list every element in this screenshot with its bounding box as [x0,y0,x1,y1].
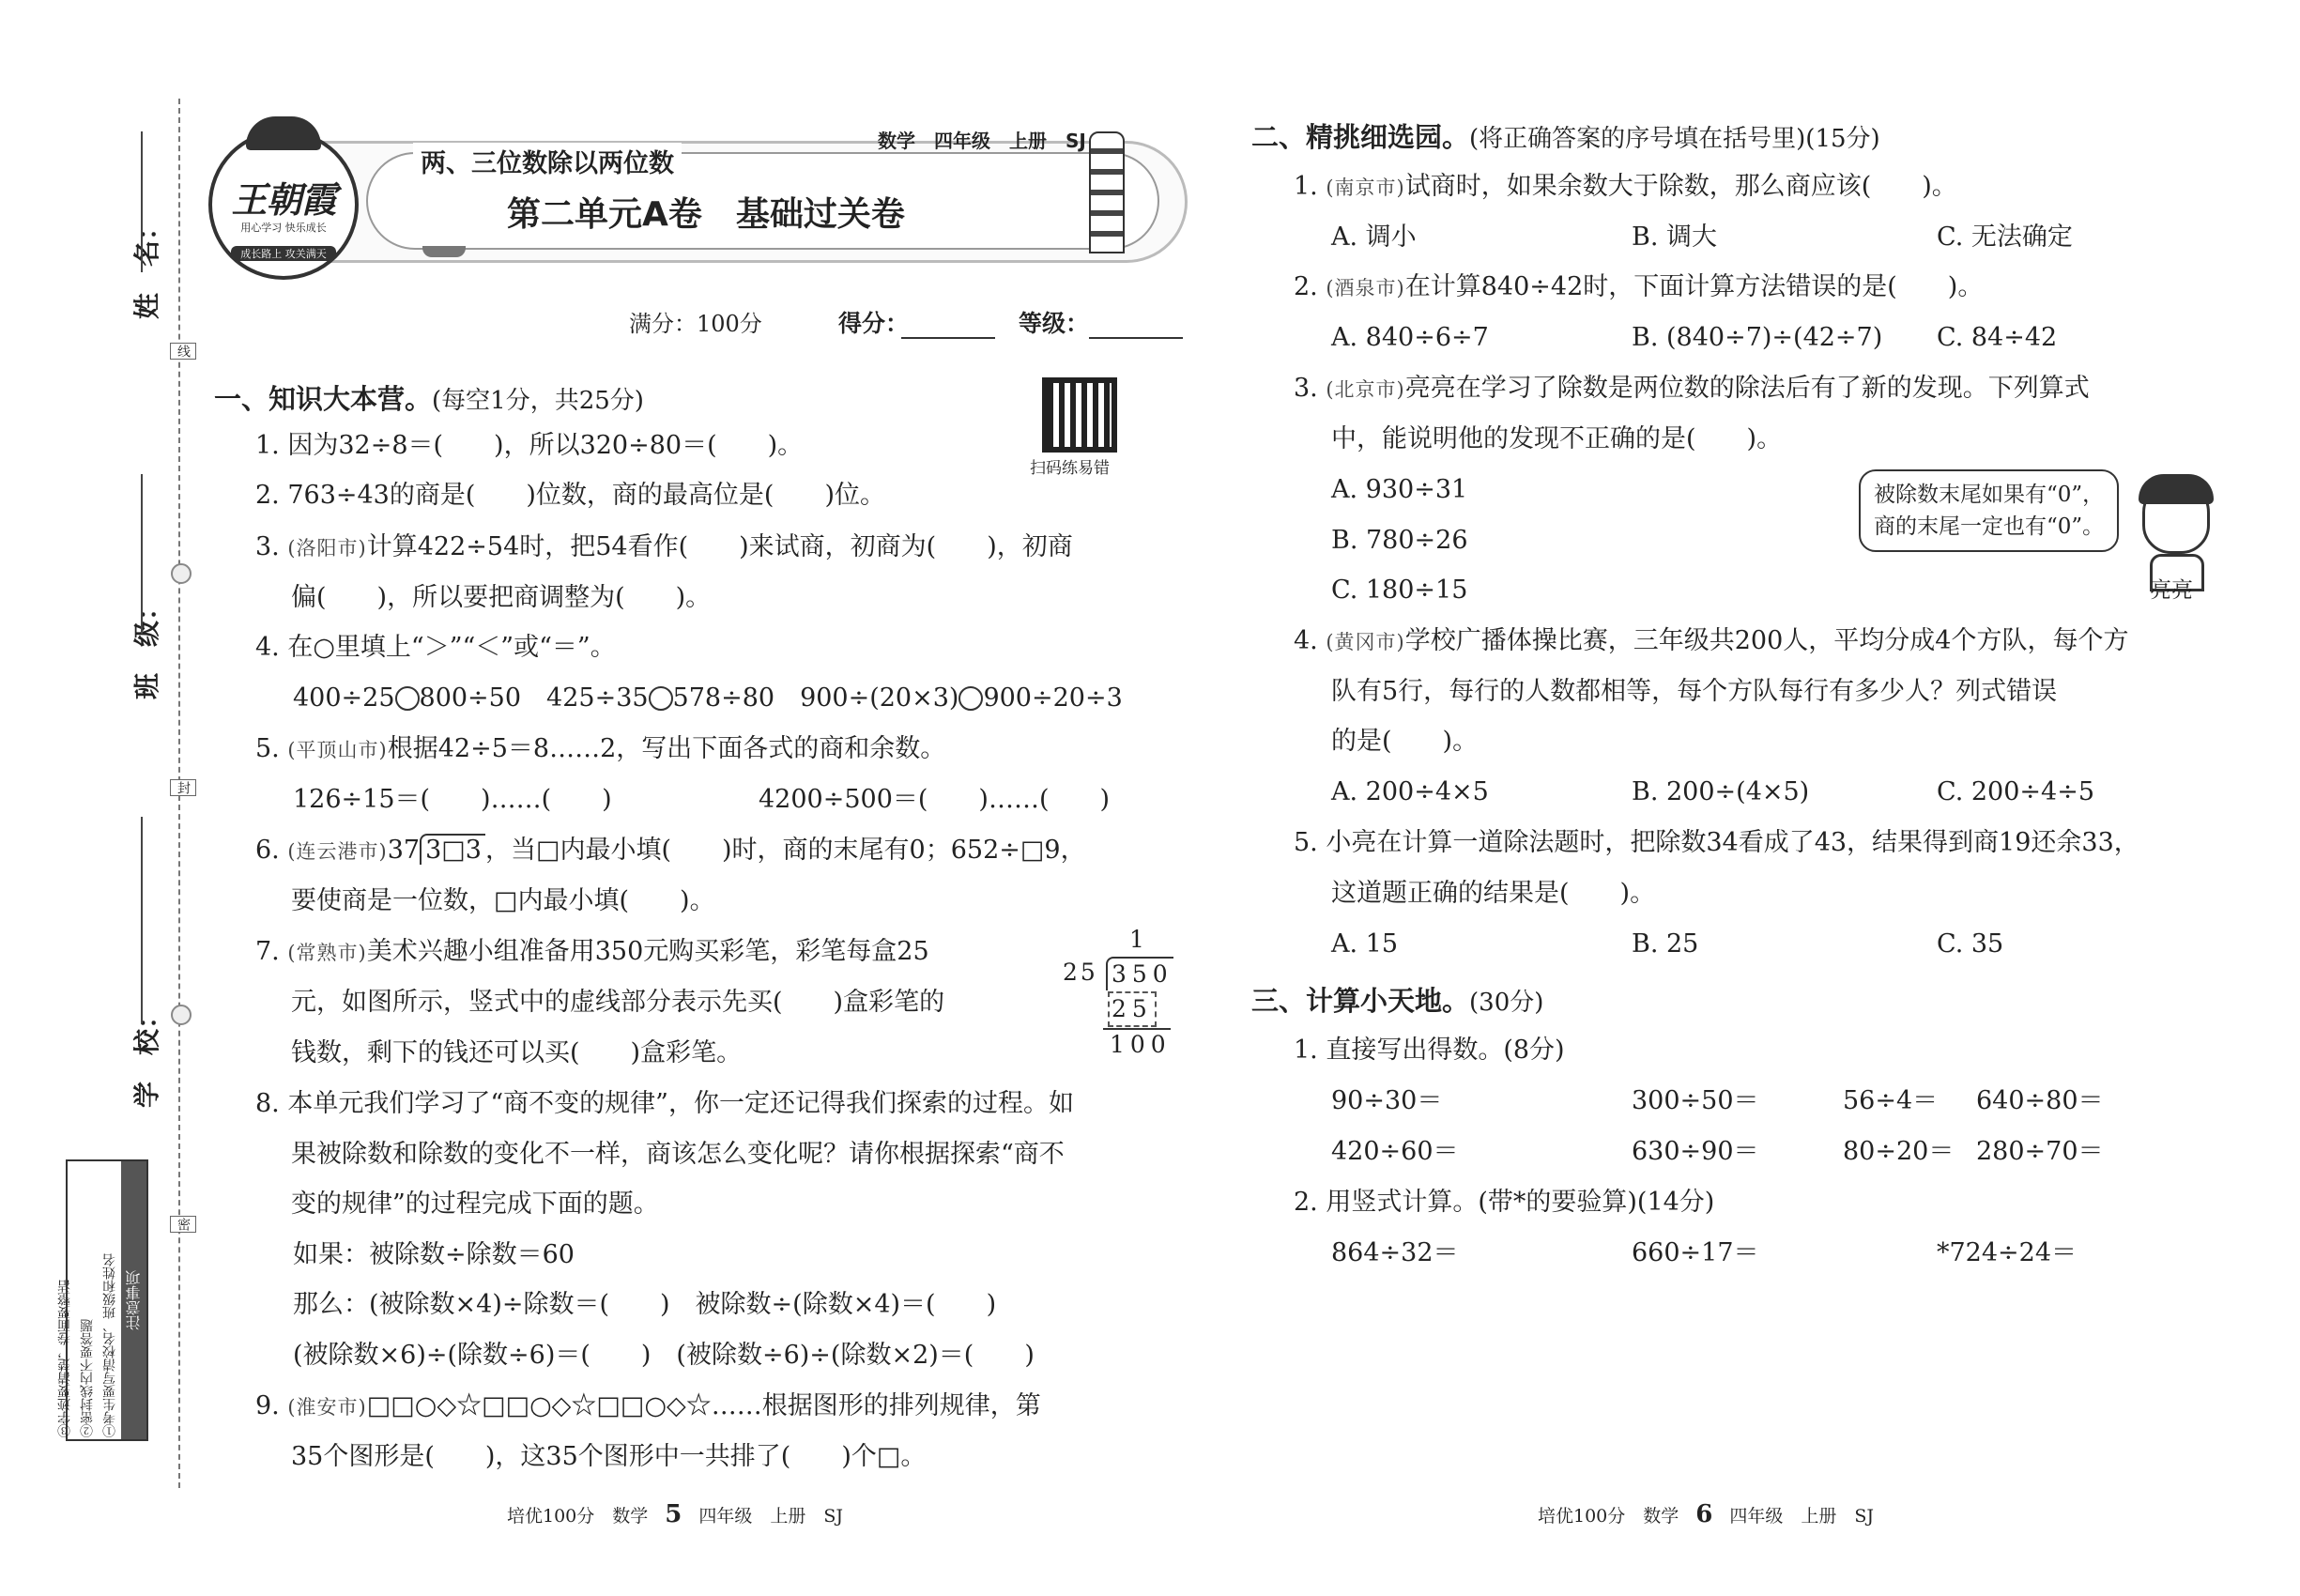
score-field[interactable] [901,337,995,339]
header-subtitle: 两、三位数除以两位数 [413,143,682,179]
s2-q2-b: B. (840÷7)÷(42÷7) [1632,323,1883,352]
class-label: 班 级： [131,593,162,699]
school-label: 学 校： [131,1002,162,1108]
calc-item: 56÷4＝ [1843,1086,1939,1115]
kid-name: 亮亮 [2150,578,2193,603]
ld-divisor: 25 [1063,959,1098,986]
calc-item: 80÷20＝ [1843,1137,1955,1166]
s2-q5b: 这道题正确的结果是( )。 [1331,879,1656,908]
class-line [141,474,143,634]
s2-q3b: 中，能说明他的发现不正确的是( )。 [1331,424,1783,453]
s1-q5-a: 126÷15＝( )……( ) [293,785,612,814]
long-division-bracket: 3□3 [420,834,485,865]
s2-q5-b: B. 25 [1632,929,1699,959]
s2-q5: 5. 小亮在计算一道除法题时，把除数34看成了43，结果得到商19还余33， [1294,828,2139,857]
calc-item: *724÷24＝ [1937,1238,2078,1267]
s2-q4-a: A. 200÷4×5 [1331,777,1489,806]
s2-q1-c: C. 无法确定 [1937,223,2073,252]
s3-p1: 1. 直接写出得数。(8分) [1294,1036,1565,1065]
s2-q4c: 的是( )。 [1331,727,1479,756]
notice-item: ③字迹要清楚，卷面要整洁 [57,1280,72,1437]
calc-item: 660÷17＝ [1632,1238,1759,1267]
header-meta: 数学 四年级 上册 SJ [878,130,1086,152]
s1-q8a: 8. 本单元我们学习了“商不变的规律”，你一定还记得我们探索的过程。如 [255,1089,1074,1118]
calc-item: 864÷32＝ [1331,1238,1459,1267]
s1-q6b: 要使商是一位数，□内最小填( )。 [291,886,715,915]
calc-item: 280÷70＝ [1976,1137,2104,1166]
calc-item: 640÷80＝ [1976,1086,2104,1115]
lighthouse-icon [1089,131,1125,253]
ld-dividend: 350 [1106,957,1173,990]
footer-right: 培优100分 数学 6 四年级 上册 SJ [1538,1500,1874,1528]
s2-q2-a: A. 840÷6÷7 [1331,323,1489,352]
crown-icon [246,116,321,150]
calc-item: 420÷60＝ [1331,1137,1459,1166]
speech-bubble: 被除数末尾如果有“0”， 商的末尾一定也有“0”。 [1859,469,2119,552]
s1-q8e: 那么：(被除数×4)÷除数＝( ) 被除数÷(除数×4)＝( ) [293,1290,997,1319]
s2-q3-a: A. 930÷31 [1331,475,1468,504]
notice-item: ①考生要写清校名、班级和姓名 [102,1253,117,1437]
s1-q9: 9. (淮安市)□□○◇☆□□○◇☆□□○◇☆……根据图形的排列规律，第 [255,1391,1041,1420]
boy-hair-icon [2139,474,2214,504]
name-line [141,131,143,272]
compare-circle[interactable] [395,686,420,711]
s2-q4: 4. (黄冈市)学校广播体操比赛，三年级共200人，平均分成4个方队，每个方 [1294,626,2129,655]
s2-q1-b: B. 调大 [1632,223,1718,252]
qr-code-icon[interactable] [1042,377,1117,453]
page-title: 第二单元A卷 基础过关卷 [507,195,905,234]
grade-label: 等级： [1019,310,1090,337]
s1-q7: 7. (常熟市)美术兴趣小组准备用350元购买彩笔，彩笔每盒25 [255,937,929,966]
qr-caption: 扫码练易错 [1030,459,1110,478]
score-label: 得分： [838,310,910,337]
s1-q8f: (被除数×6)÷(除数÷6)＝( ) (被除数÷6)÷(除数×2)＝( ) [293,1341,1035,1370]
compare-circle[interactable] [649,686,673,711]
s1-q9b: 35个图形是( )，这35个图形中一共排了( )个□。 [291,1442,927,1471]
s2-q3: 3. (北京市)亮亮在学习了除数是两位数的除法后有了新的发现。下列算式 [1294,374,2090,403]
footer-left: 培优100分 数学 5 四年级 上册 SJ [507,1500,843,1528]
margin-tag-mi: 密 [170,1216,196,1233]
s1-q3: 3. (洛阳市)计算422÷54时，把54看作( )来试商，初商为( )，初商 [255,532,1073,561]
s1-q5: 5. (平顶山市)根据42÷5＝8……2，写出下面各式的商和余数。 [255,734,946,763]
name-label: 姓 名： [131,213,162,319]
calc-item: 90÷30＝ [1331,1086,1443,1115]
margin-tag-xian: 线 [170,343,196,360]
s1-q7b: 元，如图所示，竖式中的虚线部分表示先买( )盒彩笔的 [291,988,945,1017]
full-score: 满分：100分 [629,311,762,337]
s1-q4-compare: 400÷25 800÷50 425÷35 578÷80 900÷(20×3) 900÷20÷3 [293,683,1123,713]
s1-q3b: 偏( )，所以要把商调整为( )。 [291,583,712,612]
s1-q8b: 果被除数和除数的变化不一样，商该怎么变化呢？请你根据探索“商不 [291,1140,1065,1169]
logo-text: 王朝霞 [231,179,336,221]
s1-q5-b: 4200÷500＝( )……( ) [759,785,1111,814]
ld-remainder: 100 [1110,1031,1172,1058]
s2-q3-c: C. 180÷15 [1331,575,1468,605]
s1-q6: 6. (连云港市)37 3□3 ，当□内最小填( )时，商的末尾有0；652÷□9， [255,836,1086,865]
s1-q1: 1. 因为32÷8＝( )，所以320÷80＝( )。 [255,431,804,460]
school-line [141,817,143,1023]
s2-q1-a: A. 调小 [1331,223,1417,252]
grade-field[interactable] [1089,337,1183,339]
s1-q8c: 变的规律”的过程完成下面的题。 [291,1189,659,1219]
s2-q3-b: B. 780÷26 [1331,526,1468,555]
logo-sub1: 用心学习 快乐成长 [240,222,327,234]
margin-tag-feng: 封 [170,779,196,796]
notice-box [57,1159,148,1441]
section3-title: 三、计算小天地。(30分) [1251,985,1544,1017]
s1-q4: 4. 在○里填上“＞”“＜”或“＝”。 [255,633,616,662]
notice-title: 注意事项 [121,1161,146,1439]
page-number: 6 [1695,1500,1713,1528]
notice-item: ②密封线内不要答题 [80,1319,95,1437]
page-number: 5 [665,1500,682,1528]
s3-p2: 2. 用竖式计算。(带*的要验算)(14分) [1294,1188,1715,1217]
binding-hole-icon [171,1005,192,1025]
s2-q2: 2. (酒泉市)在计算840÷42时，下面计算方法错误的是( )。 [1294,272,1984,301]
calc-item: 300÷50＝ [1632,1086,1759,1115]
binding-hole-icon [171,563,192,584]
s2-q4-c: C. 200÷4÷5 [1937,777,2094,806]
s2-q2-c: C. 84÷42 [1937,323,2058,352]
s1-q2: 2. 763÷43的商是( )位数，商的最高位是( )位。 [255,481,885,510]
s2-q4-b: B. 200÷(4×5) [1632,777,1810,806]
ship-icon [422,246,466,257]
compare-circle[interactable] [958,686,983,711]
logo-sub2: 成长路上 攻关满天 [231,246,336,261]
s2-q1: 1. (南京市)试商时，如果余数大于除数，那么商应该( )。 [1294,172,1957,201]
s1-q8d: 如果：被除数÷除数＝60 [293,1240,575,1269]
section1-title: 一、知识大本营。(每空1分，共25分) [214,383,644,415]
section2-title: 二、精挑细选园。(将正确答案的序号填在括号里)(15分) [1251,121,1880,153]
calc-item: 630÷90＝ [1632,1137,1759,1166]
s2-q4b: 队有5行，每行的人数都相等，每个方队每行有多少人？列式错误 [1331,677,2058,706]
ld-product: 25 [1108,991,1157,1027]
ld-quotient: 1 [1129,926,1144,953]
s2-q5-a: A. 15 [1331,929,1399,959]
s2-q5-c: C. 35 [1937,929,2004,959]
s1-q7c: 钱数，剩下的钱还可以买( )盒彩笔。 [291,1038,743,1067]
